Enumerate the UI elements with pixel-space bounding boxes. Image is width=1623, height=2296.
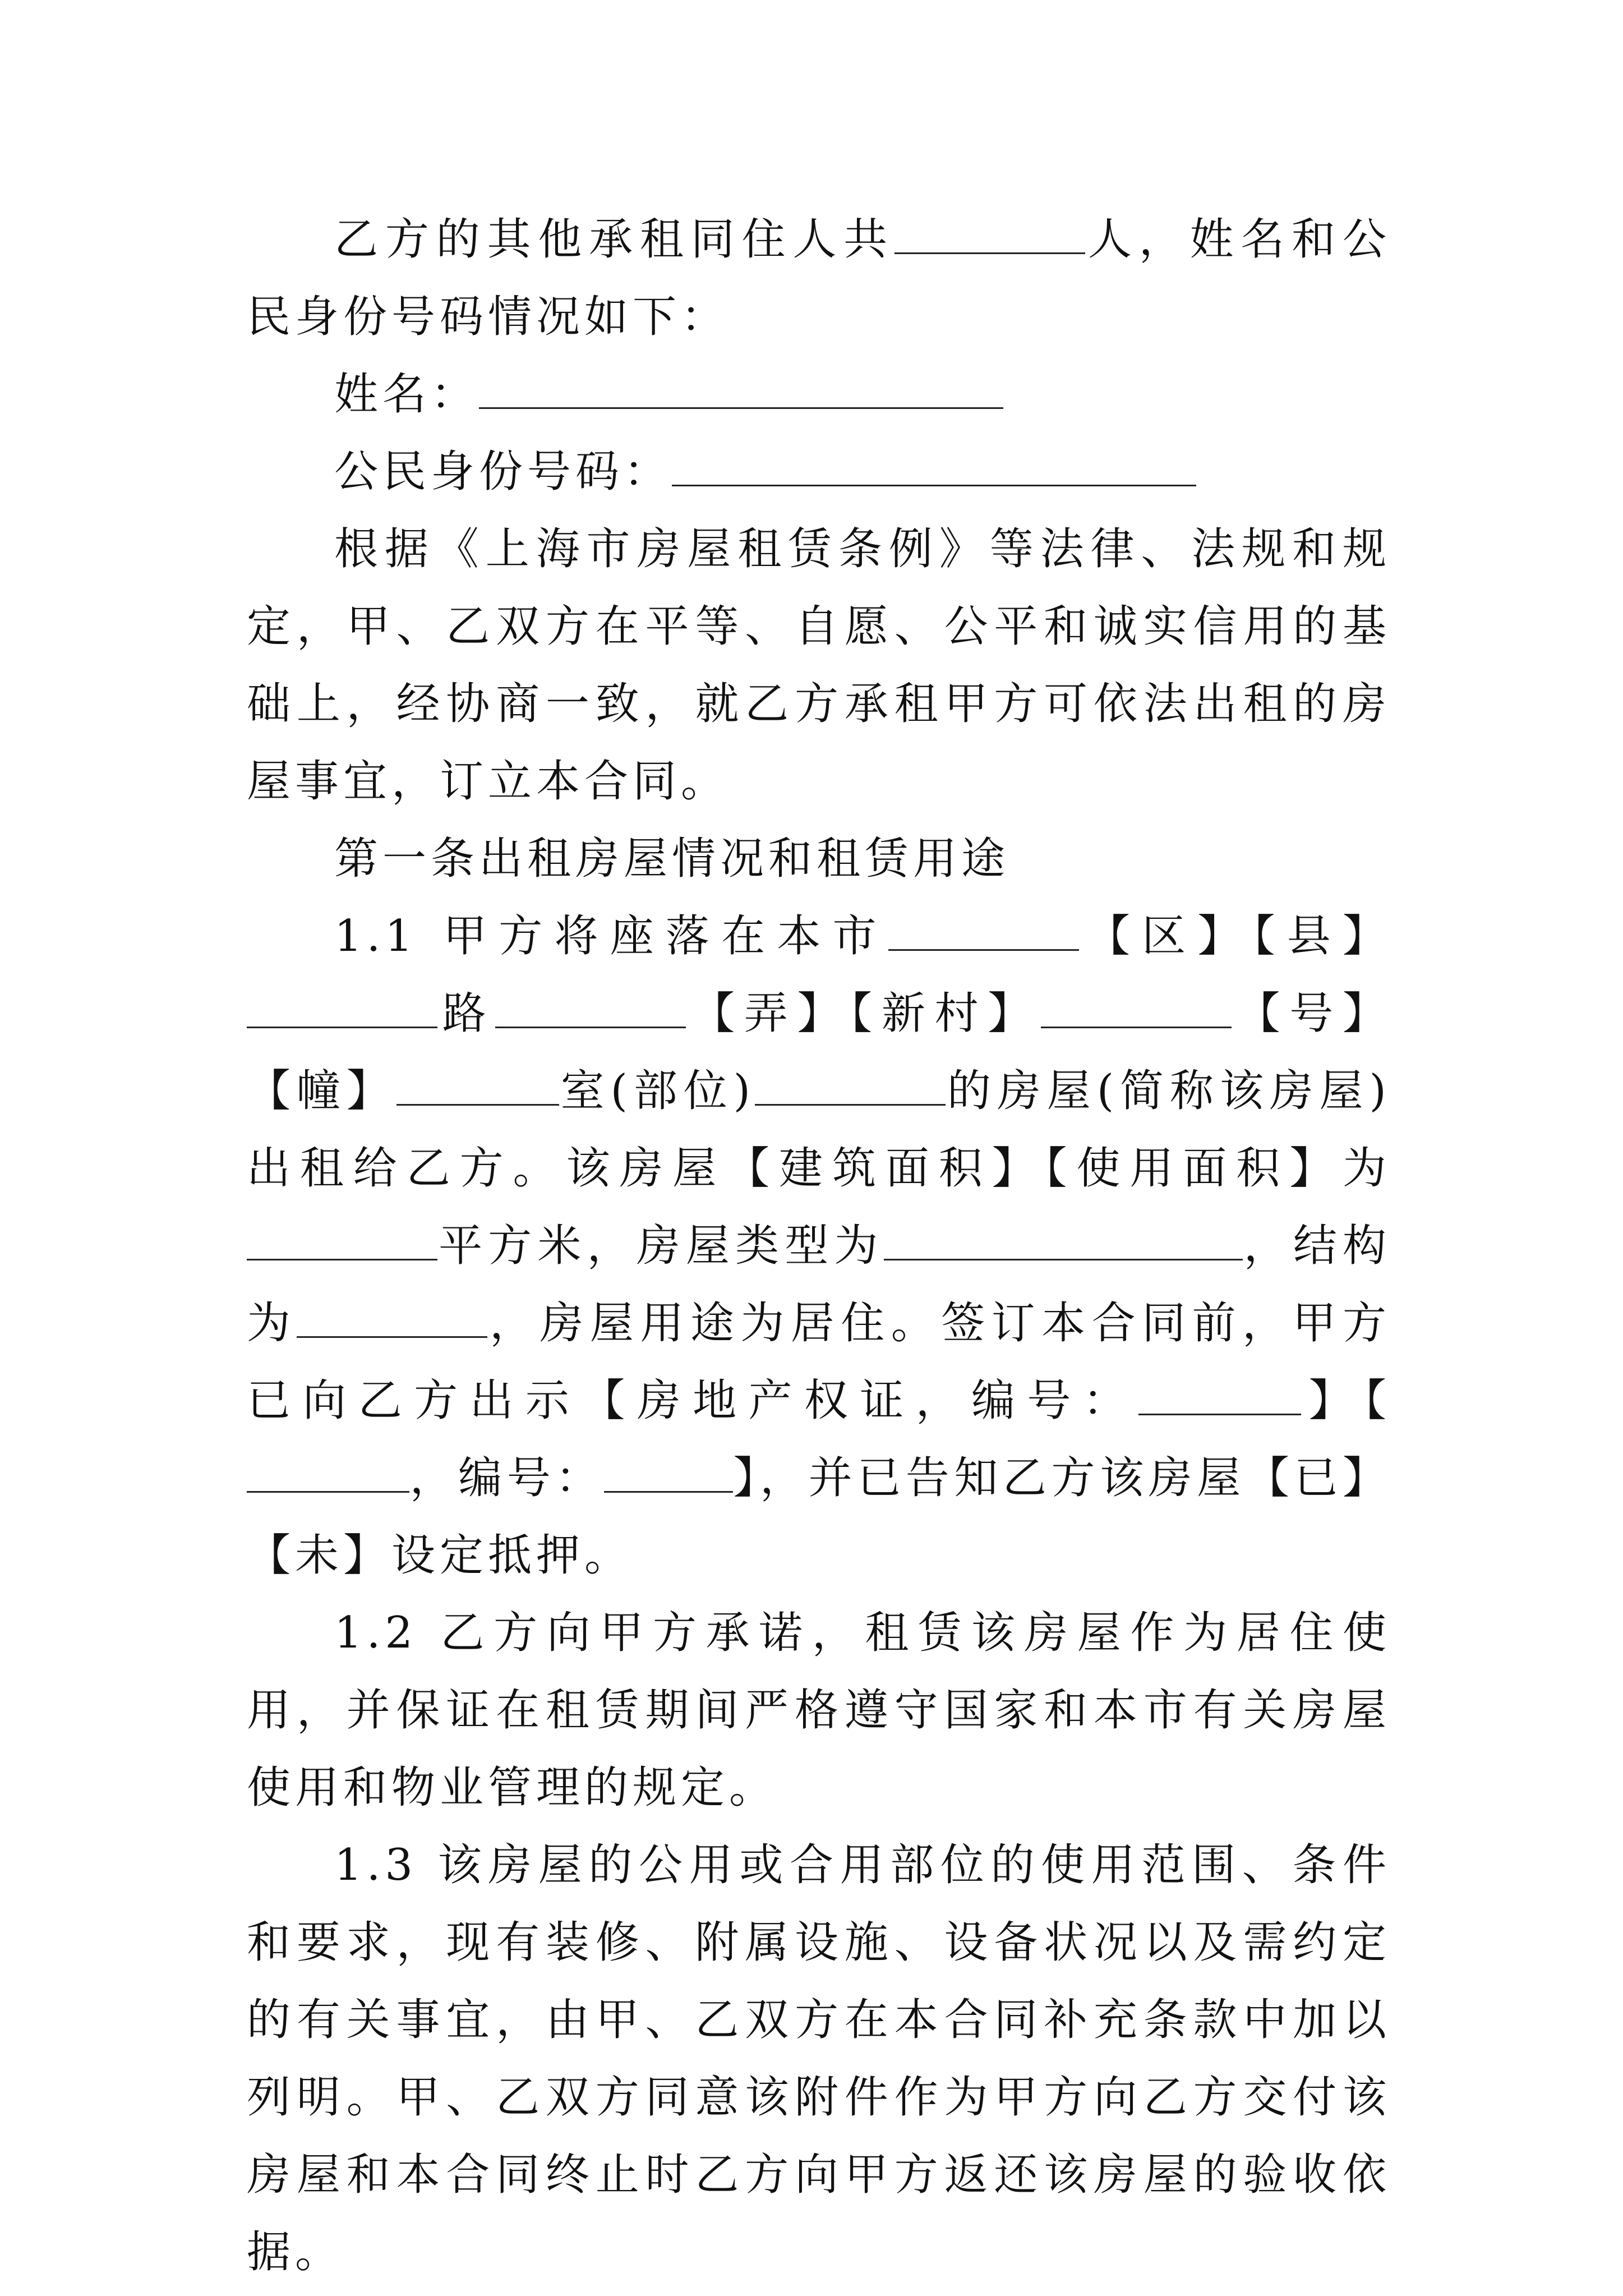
clause-1-3-paragraph: 1.3 该房屋的公用或合用部位的使用范围、条件和要求，现有装修、附属设施、设备状况以及需约定的有关事宜，由甲、乙双方在本合同补充条款中加以列明。甲、乙双方同意该附件作为甲方向乙方交付该房屋和本合同终止时乙方向甲方返还该房屋的验收依据。	[247, 1840, 1391, 2277]
id-number-label: 公民身份号码：	[334, 447, 672, 497]
clause-1-1-s8: 平方米，房屋类型为	[437, 1221, 884, 1271]
id-number-blank[interactable]	[672, 441, 1196, 486]
name-label: 姓名：	[334, 369, 479, 420]
cohabitant-text-b: 人，姓名和公民身份号码情况如下：	[247, 214, 1391, 342]
name-line	[247, 356, 1391, 433]
article-one-heading: 第一条出租房屋情况和租赁用途	[334, 834, 1010, 884]
other-certificate-blank[interactable]	[247, 1447, 409, 1493]
room-blank[interactable]	[755, 1060, 946, 1106]
clause-1-1-s4: 【弄】【新村】	[686, 988, 1041, 1039]
name-blank[interactable]	[479, 364, 1003, 409]
clause-1-1-s13: 】，并已告知乙方该房屋【已】【未】设定抵押。	[247, 1453, 1391, 1581]
district-blank[interactable]	[888, 905, 1079, 951]
clause-1-1-s9: ，结构为	[247, 1221, 1391, 1349]
clause-1-1-s12: ，编号：	[409, 1453, 604, 1503]
preamble-paragraph: 根据《上海市房屋租赁条例》等法律、法规和规定，甲、乙双方在平等、自愿、公平和诚实信用的基础上，经协商一致，就乙方承租甲方可依法出租的房屋事宜，订立本合同。	[247, 524, 1391, 807]
clause-1-1-s11: 】【	[1301, 1375, 1391, 1426]
clause-1-2-paragraph: 1.2 乙方向甲方承诺，租赁该房屋作为居住使用，并保证在租赁期间严格遵守国家和本市有关房屋使用和物业管理的规定。	[247, 1608, 1391, 1813]
clause-1-1-s1: 1.1 甲方将座落在本市	[334, 911, 888, 961]
number-blank[interactable]	[1041, 983, 1232, 1028]
building-blank[interactable]	[396, 1060, 559, 1106]
cohabitant-text-a: 乙方的其他承租同住人共	[334, 214, 895, 265]
other-number-blank[interactable]	[604, 1447, 733, 1493]
clause-1-1-paragraph	[247, 898, 1391, 1594]
area-blank[interactable]	[247, 1215, 437, 1260]
clause-1-1-s7: 的房屋(简称该房屋)出租给乙方。该房屋【建筑面积】【使用面积】为	[247, 1066, 1391, 1194]
clause-1-1-s6: 室(部位)	[559, 1066, 755, 1116]
certificate-number-blank[interactable]	[1138, 1370, 1301, 1415]
county-road-blank[interactable]	[247, 983, 437, 1028]
clause-1-1-s3: 路	[437, 988, 496, 1039]
clause-1-1-s2: 【区】【县】	[1078, 911, 1391, 961]
cohabitant-count-blank[interactable]	[895, 209, 1085, 254]
lane-blank[interactable]	[495, 983, 686, 1028]
clause-1-1-s5: 【号】【幢】	[247, 988, 1391, 1116]
contract-body	[247, 201, 1391, 2291]
clause-1-1-s10: ，房屋用途为居住。签订本合同前，甲方已向乙方出示【房地产权证，编号：	[247, 1298, 1391, 1426]
house-type-blank[interactable]	[884, 1215, 1243, 1260]
id-number-line	[247, 433, 1391, 510]
structure-blank[interactable]	[297, 1292, 487, 1338]
cohabitant-paragraph	[247, 201, 1391, 356]
